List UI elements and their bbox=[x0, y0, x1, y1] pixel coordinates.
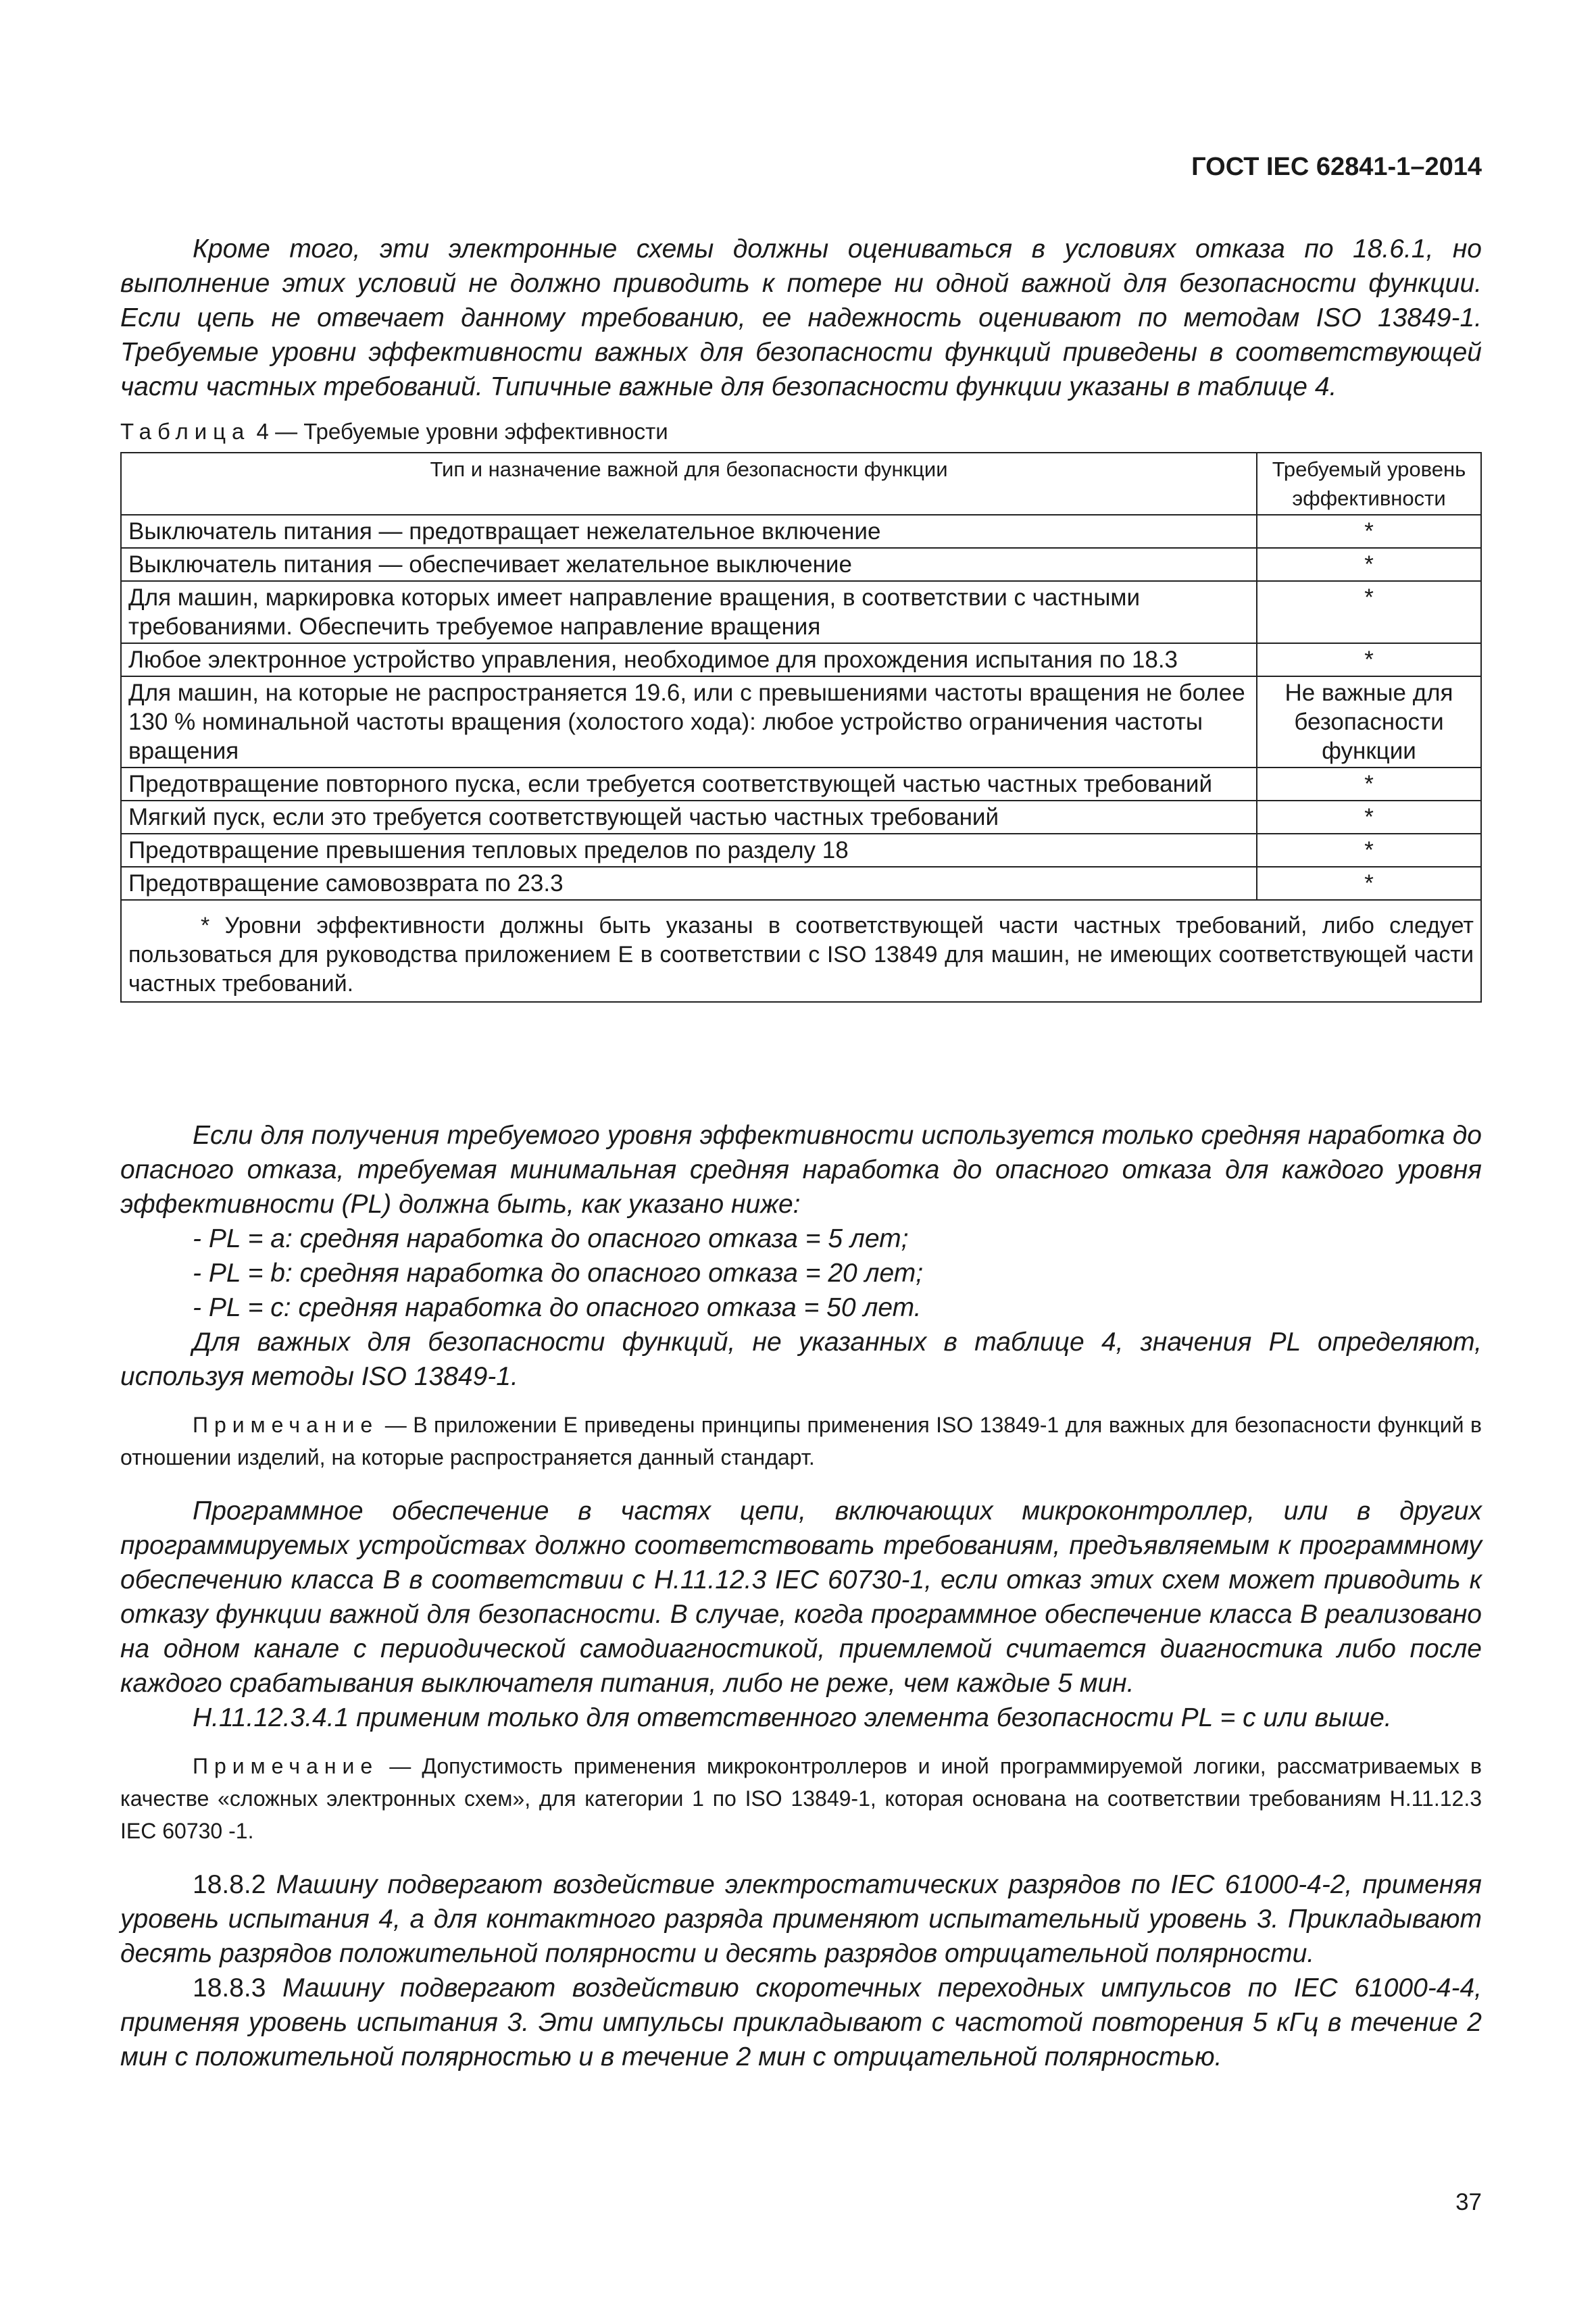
table-cell-level: * bbox=[1257, 801, 1481, 834]
note-2 bbox=[120, 1750, 1482, 1847]
table-footnote-row bbox=[121, 900, 1481, 1002]
table-header-function: Тип и назначение важной для безопасности функции bbox=[121, 453, 1257, 515]
table-cell-level: Не важные для безопасности функции bbox=[1257, 676, 1481, 768]
table-cell-level: * bbox=[1257, 515, 1481, 548]
table-caption-text: 4 — Требуемые уровни эффективности bbox=[250, 419, 668, 444]
table-cell-level: * bbox=[1257, 867, 1481, 900]
clause-18-8-3-number: 18.8.3 bbox=[193, 1973, 266, 2003]
table-cell-level: * bbox=[1257, 548, 1481, 581]
performance-levels-table bbox=[120, 452, 1482, 1003]
clause-18-8-3-text: Машину подвергают воздействию скоротечных переходных импульсов по IEC 61000-4-4, применяя уровень испытания 3. Эти импульсы прикладывают с частотой повторения 5 кГц в течение 2 мин с положительной полярностью и в течение 2 мин с отрицательной полярностью. bbox=[120, 1973, 1482, 2071]
note-1-text: — В приложении Е приведены принципы применения ISO 13849-1 для важных для безопасности функций в отношении изделий, на которые распространяется данный стандарт. bbox=[120, 1413, 1482, 1469]
table-row bbox=[121, 768, 1481, 801]
intro-block bbox=[120, 232, 1482, 404]
table-row bbox=[121, 643, 1481, 676]
clause-18-8-3 bbox=[120, 1971, 1482, 2074]
table-caption-label: Таблица bbox=[120, 419, 251, 444]
table-cell-level: * bbox=[1257, 834, 1481, 867]
clause-18-8-2-text: Машину подвергают воздействие электростатических разрядов по IEC 61000-4-2, применяя уровень испытания 4, а для контактного разряда применяют испытательный уровень 3. Прикладывают десять разрядов положительной полярности и десять разрядов отрицательной полярности. bbox=[120, 1870, 1482, 1968]
software-paragraph: Программное обеспечение в частях цепи, включающих микроконтроллер, или в других программируемых устройствах должно соответствовать требованиям, предъявляемым к программному обеспечению класса В в соответствии с Н.11.12.3 IEC 60730-1, если отказ этих схем может приводить к отказу функции важной для безопасности. В случае, когда программное обеспечение класса В реализовано на одном канале с периодической самодиагностикой, приемлемой считается диагностика либо после каждого срабатывания выключателя питания, либо не реже, чем каждые 5 мин. bbox=[120, 1496, 1482, 1698]
pl-list-item: - PL = a: средняя наработка до опасного отказа = 5 лет; bbox=[193, 1224, 909, 1253]
table-cell-function: Предотвращение превышения тепловых пределов по разделу 18 bbox=[121, 834, 1257, 867]
table-cell-function: Для машин, на которые не распространяется 19.6, или с превышениями частоты вращения не более 130 % номинальной частоты вращения (холостого хода): любое устройство ограничения частоты вращения bbox=[121, 676, 1257, 768]
table-footnote bbox=[121, 900, 1481, 1002]
table-cell-level: * bbox=[1257, 768, 1481, 801]
table-cell-function: Любое электронное устройство управления, необходимое для прохождения испытания по 18.3 bbox=[121, 643, 1257, 676]
pl-paragraph: Если для получения требуемого уровня эффективности используется только средняя наработка до опасного отказа, требуемая минимальная средняя наработка до опасного отказа для каждого уровня эффективности (PL) должна быть, как указано ниже: bbox=[120, 1121, 1482, 1219]
pl-list-item: - PL = b: средняя наработка до опасного отказа = 20 лет; bbox=[193, 1259, 924, 1288]
clause-18-8-2-number: 18.8.2 bbox=[193, 1870, 266, 1899]
document-header: ГОСТ IEC 62841-1–2014 bbox=[1191, 153, 1482, 181]
table-row bbox=[121, 581, 1481, 643]
table-cell-function: Предотвращение повторного пуска, если требуется соответствующей частью частных требований bbox=[121, 768, 1257, 801]
table-cell-function: Предотвращение самовозврата по 23.3 bbox=[121, 867, 1257, 900]
document-page bbox=[120, 0, 1482, 2314]
intro-paragraph: Кроме того, эти электронные схемы должны оцениваться в условиях отказа по 18.6.1, но выполнение этих условий не должно приводить к потере ни одной важной для безопасности функции. Если цепь не отвечает данному требованию, ее надежность оценивают по методам ISO 13849-1. Требуемые уровни эффективности важных для безопасности функций приведены в соответствующей части частных требований. Типичные важные для безопасности функции указаны в таблице 4. bbox=[120, 234, 1482, 401]
table-row bbox=[121, 548, 1481, 581]
table-header-row bbox=[121, 453, 1481, 515]
note-2-text: — Допустимость применения микроконтроллеров и иной программируемой логики, рассматриваемых в качестве «сложных электронных схем», для категории 1 по ISO 13849-1, которая основана на соответствии требованиям Н.11.12.3 IEC 60730 -1. bbox=[120, 1754, 1482, 1843]
note-1 bbox=[120, 1409, 1482, 1474]
table-row bbox=[121, 676, 1481, 768]
table-cell-level: * bbox=[1257, 643, 1481, 676]
table-row bbox=[121, 867, 1481, 900]
table-row bbox=[121, 515, 1481, 548]
table-cell-function: Для машин, маркировка которых имеет направление вращения, в соответствии с частными требованиями. Обеспечить требуемое направление вращения bbox=[121, 581, 1257, 643]
table-cell-level: * bbox=[1257, 581, 1481, 643]
table-caption bbox=[120, 419, 668, 445]
table-footnote-text: * Уровни эффективности должны быть указаны в соответствующей части частных требований, либо следует пользоваться для руководства приложением Е в соответствии с ISO 13849 для машин, не имеющих соответствующей части частных требований. bbox=[128, 913, 1474, 997]
note-2-label: Примечание bbox=[193, 1754, 379, 1778]
h-paragraph: Н.11.12.3.4.1 применим только для ответственного элемента безопасности PL = c или выше. bbox=[193, 1703, 1392, 1732]
table-cell-function: Выключатель питания — предотвращает нежелательное включение bbox=[121, 515, 1257, 548]
main-text-block bbox=[120, 1118, 1482, 2074]
clause-18-8-2 bbox=[120, 1867, 1482, 1971]
table-row bbox=[121, 801, 1481, 834]
table-cell-function: Выключатель питания — обеспечивает желательное выключение bbox=[121, 548, 1257, 581]
table-row bbox=[121, 834, 1481, 867]
table-cell-function: Мягкий пуск, если это требуется соответствующей частью частных требований bbox=[121, 801, 1257, 834]
table-header-level: Требуемый уровень эффективности bbox=[1257, 453, 1481, 515]
page-number: 37 bbox=[1455, 2189, 1482, 2215]
pl-other-paragraph: Для важных для безопасности функций, не указанных в таблице 4, значения PL определяют, используя методы ISO 13849-1. bbox=[120, 1328, 1482, 1391]
note-1-label: Примечание bbox=[193, 1413, 379, 1437]
pl-list-item: - PL = c: средняя наработка до опасного отказа = 50 лет. bbox=[193, 1293, 922, 1322]
